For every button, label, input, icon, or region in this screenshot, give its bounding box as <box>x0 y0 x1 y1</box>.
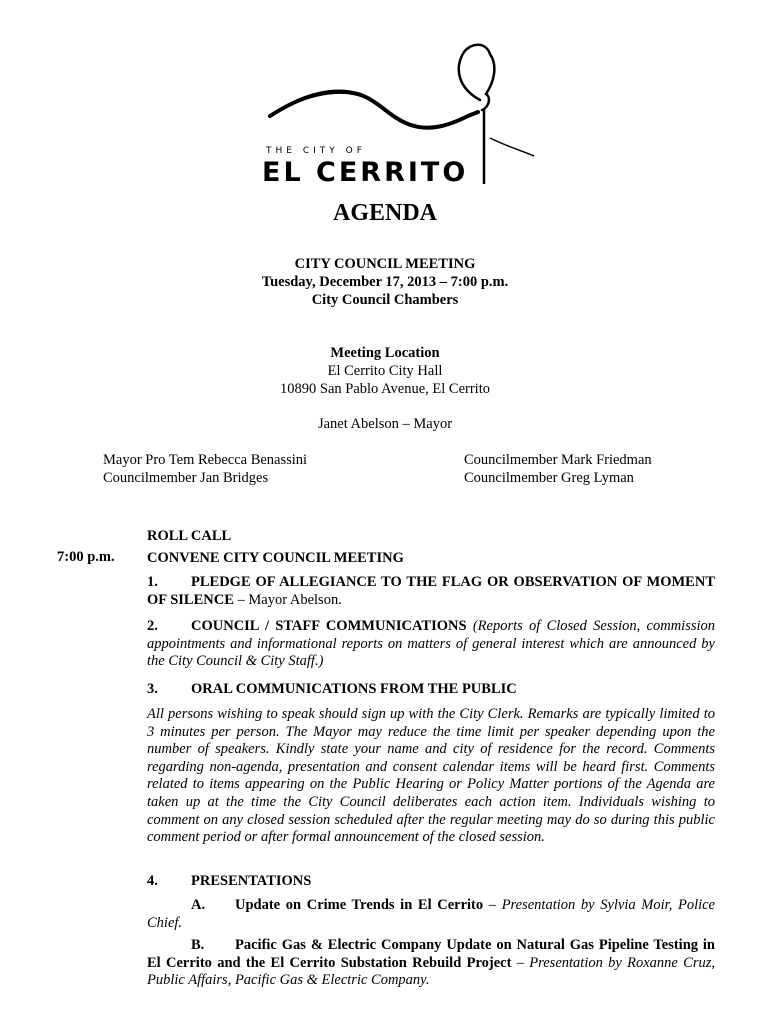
logo-name: EL CERRITO <box>262 157 469 188</box>
item-4b-letter: B. <box>191 937 205 953</box>
agenda-item-2 <box>147 618 715 671</box>
item-2-number: 2. <box>147 618 158 634</box>
location-heading: Meeting Location <box>330 345 440 361</box>
item-4a-title: Update on Crime Trends in El Cerrito <box>235 897 484 913</box>
item-4a <box>147 897 715 932</box>
agenda-item-3 <box>147 681 715 699</box>
item-4a-letter: A. <box>191 897 206 913</box>
item-3-desc: All persons wishing to speak should sign up with the City Clerk. Remarks are typically limited to 3 minutes per person. The Mayor may reduce the time limit per speaker depending upon the number of speakers. Kindly state your name and city of residence for the record. Comments regarding non-agenda, presentation and consent calendar items will be heard first. Comments related to items appearing on the Public Hearing or Policy Matter portions of the Agenda are taken up at the time the City Council deliberates each action item. Individuals wishing to comment on any closed session scheduled after the regular meeting may do so during this public comment period or after formal announcement of the closed session. <box>147 706 715 846</box>
location-place: El Cerrito City Hall <box>327 363 443 379</box>
location-address: 10890 San Pablo Avenue, El Cerrito <box>280 381 490 397</box>
item-1-number: 1. <box>147 574 158 590</box>
item-4-number: 4. <box>147 873 158 889</box>
meeting-name: CITY COUNCIL MEETING <box>294 256 476 272</box>
item-2-desc: (Reports of Closed Session, commission appointments and informational reports on matters of general interest which are announced by the City Council & City Staff.) <box>147 618 716 670</box>
item-3-title: ORAL COMMUNICATIONS FROM THE PUBLIC <box>191 681 517 697</box>
agenda-item-4 <box>147 873 715 891</box>
item-4a-dash: – <box>483 897 502 913</box>
item-4b-dash: – <box>511 954 530 971</box>
council-left-2: Councilmember Jan Bridges <box>103 470 269 486</box>
logo-the-city-of: THE CITY OF <box>266 146 366 156</box>
mayor-name: Janet Abelson – Mayor <box>317 416 453 432</box>
meeting-time: 7:00 p.m. <box>57 549 115 565</box>
item-3-number: 3. <box>147 681 158 697</box>
council-left-1: Mayor Pro Tem Rebecca Benassini <box>103 452 308 468</box>
item-1-rest: – Mayor Abelson. <box>233 591 342 608</box>
meeting-date: Tuesday, December 17, 2013 – 7:00 p.m. <box>261 274 509 290</box>
item-4b-desc: Presentation by Roxanne Cruz, Public Affairs, Pacific Gas & Electric Company. <box>147 954 716 989</box>
council-right-1: Councilmember Mark Friedman <box>464 452 652 468</box>
convene-meeting: CONVENE CITY COUNCIL MEETING <box>147 550 404 566</box>
meeting-room: City Council Chambers <box>311 292 459 308</box>
item-4b <box>147 937 715 990</box>
item-1-title: PLEDGE OF ALLEGIANCE TO THE FLAG OR OBSERVATION OF MOMENT OF SILENCE <box>147 574 715 608</box>
roll-call: ROLL CALL <box>147 528 232 544</box>
item-4a-desc: Presentation by Sylvia Moir, Police Chief. <box>147 897 715 931</box>
agenda-item-1 <box>147 574 715 609</box>
item-4-title: PRESENTATIONS <box>191 873 312 889</box>
item-2-title: COUNCIL / STAFF COMMUNICATIONS <box>191 618 467 634</box>
el-cerrito-logo <box>258 38 538 198</box>
page-title: AGENDA <box>332 200 437 226</box>
council-right-2: Councilmember Greg Lyman <box>464 470 634 486</box>
item-4b-title: Pacific Gas & Electric Company Update on Natural Gas Pipeline Testing in El Cerrito and the El Cerrito Substation Rebuild Project <box>147 937 715 971</box>
